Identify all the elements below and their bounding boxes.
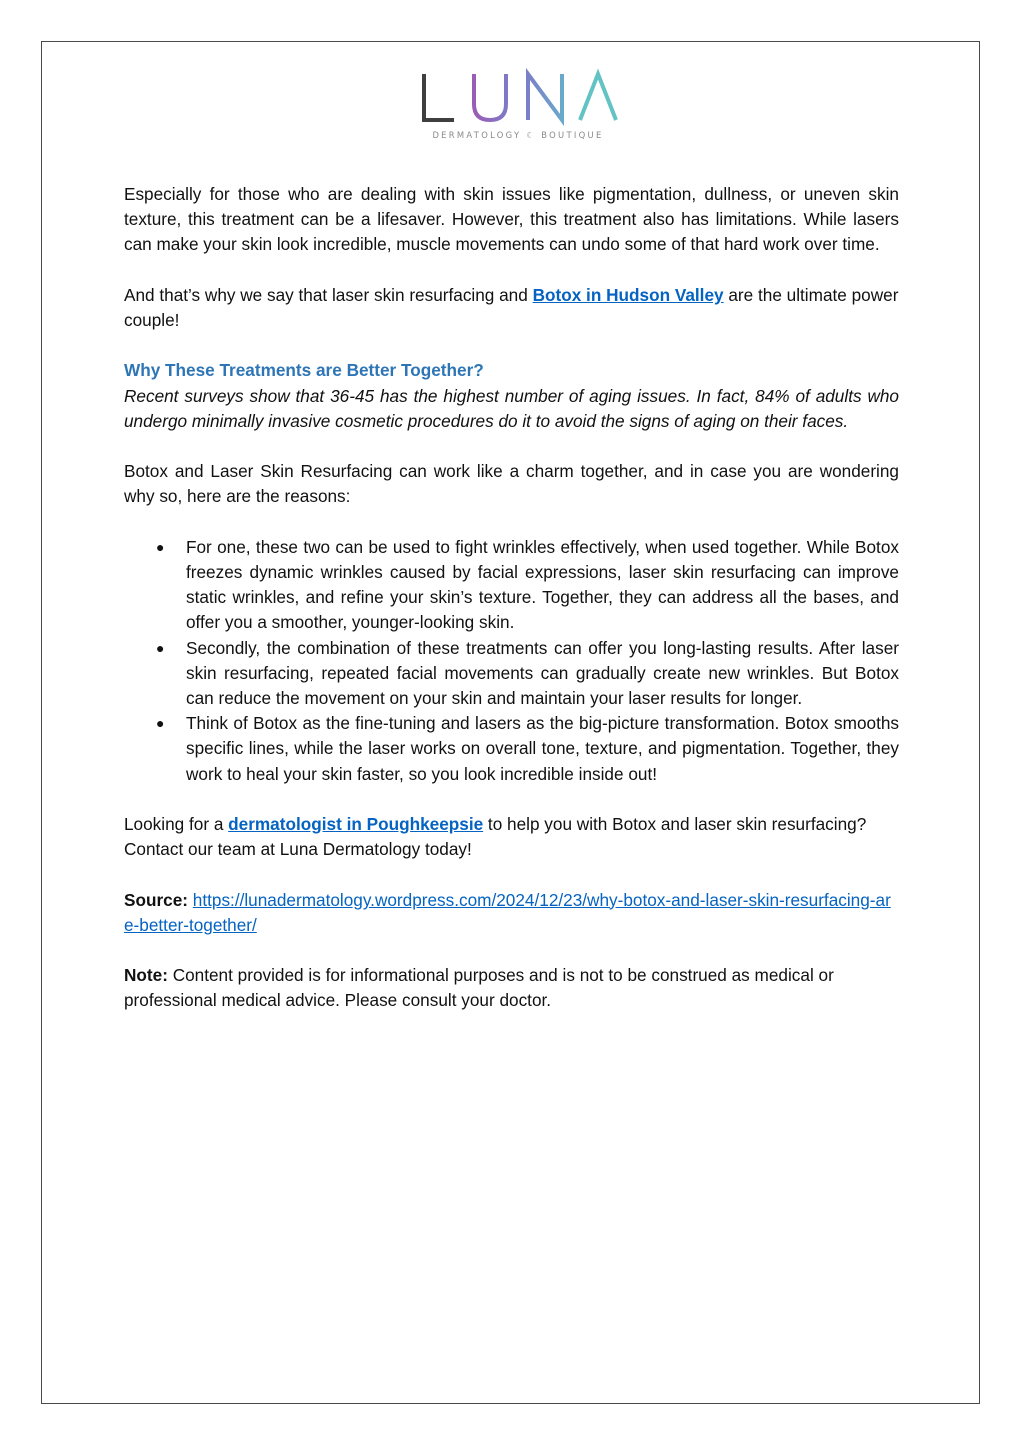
logo-tagline-right: BOUTIQUE: [541, 130, 604, 140]
reasons-list: [124, 535, 899, 787]
dermatologist-poughkeepsie-link[interactable]: dermatologist in Poughkeepsie: [228, 814, 484, 834]
power-couple-paragraph: And that’s why we say that laser skin resurfacing and Botox in Hudson Valley are the ultimate power couple!: [124, 284, 899, 330]
section-heading: Why These Treatments are Better Together?: [124, 360, 484, 381]
list-item: ● Secondly, the combination of these treatments can offer you long-lasting results. After laser skin resurfacing, repeated facial movements can gradually create new wrinkles. But Botox can reduce the movement on your skin and maintain your laser results for longer.: [156, 637, 899, 708]
note-label: Note:: [124, 965, 168, 986]
luna-logo: [418, 68, 618, 144]
survey-paragraph: Recent surveys show that 36-45 has the highest number of aging issues. In fact, 84% of adults who undergo minimally invasive cosmetic procedures do it to avoid the signs of aging on their faces.: [124, 385, 899, 431]
botox-hudson-valley-link[interactable]: Botox in Hudson Valley: [532, 284, 724, 305]
bullet-icon: ●: [156, 538, 165, 555]
intro-paragraph: Especially for those who are dealing with skin issues like pigmentation, dullness, or uneven skin texture, this treatment can be a lifesaver. However, this treatment also has limitations. While lasers can make your skin look incredible, muscle movements can undo some of that hard work over time.: [124, 184, 899, 255]
cta-paragraph: Looking for a dermatologist in Poughkeepsie to help you with Botox and laser skin resurfacing? Contact our team at Luna Dermatology today!: [124, 814, 867, 860]
list-item: ● Think of Botox as the fine-tuning and lasers as the big-picture transformation. Botox smooths specific lines, while the laser works on overall tone, texture, and pigmentation. Together, they work to heal your skin faster, so you look incredible inside out!: [156, 713, 899, 784]
source-paragraph: [124, 888, 899, 938]
note-paragraph: Note: Content provided is for informational purposes and is not to be construed as medical or professional medical advice. Please consult your doctor.: [124, 965, 834, 1011]
bullet-icon: ●: [156, 639, 165, 656]
list-item: ● For one, these two can be used to fight wrinkles effectively, when used together. While Botox freezes dynamic wrinkles caused by facial expressions, laser skin resurfacing can improve static wrinkles, and refine your skin’s texture. Together, they can address all the bases, and offer you a smoother, younger-looking skin.: [156, 536, 899, 633]
bullet-icon: ●: [156, 715, 165, 732]
logo-tagline: [420, 130, 616, 140]
article-body: [124, 182, 899, 1014]
luna-wordmark: [418, 68, 618, 126]
source-url-link[interactable]: https://lunadermatology.wordpress.com/2024/12/23/why-botox-and-laser-skin-resurfacing-are-better-together/: [124, 889, 891, 935]
logo-tagline-left: DERMATOLOGY: [432, 130, 522, 140]
reasons-intro-paragraph: Botox and Laser Skin Resurfacing can work like a charm together, and in case you are wondering why so, here are the reasons:: [124, 461, 899, 507]
moon-icon: ☾: [526, 130, 537, 140]
source-label: Source:: [124, 889, 188, 910]
